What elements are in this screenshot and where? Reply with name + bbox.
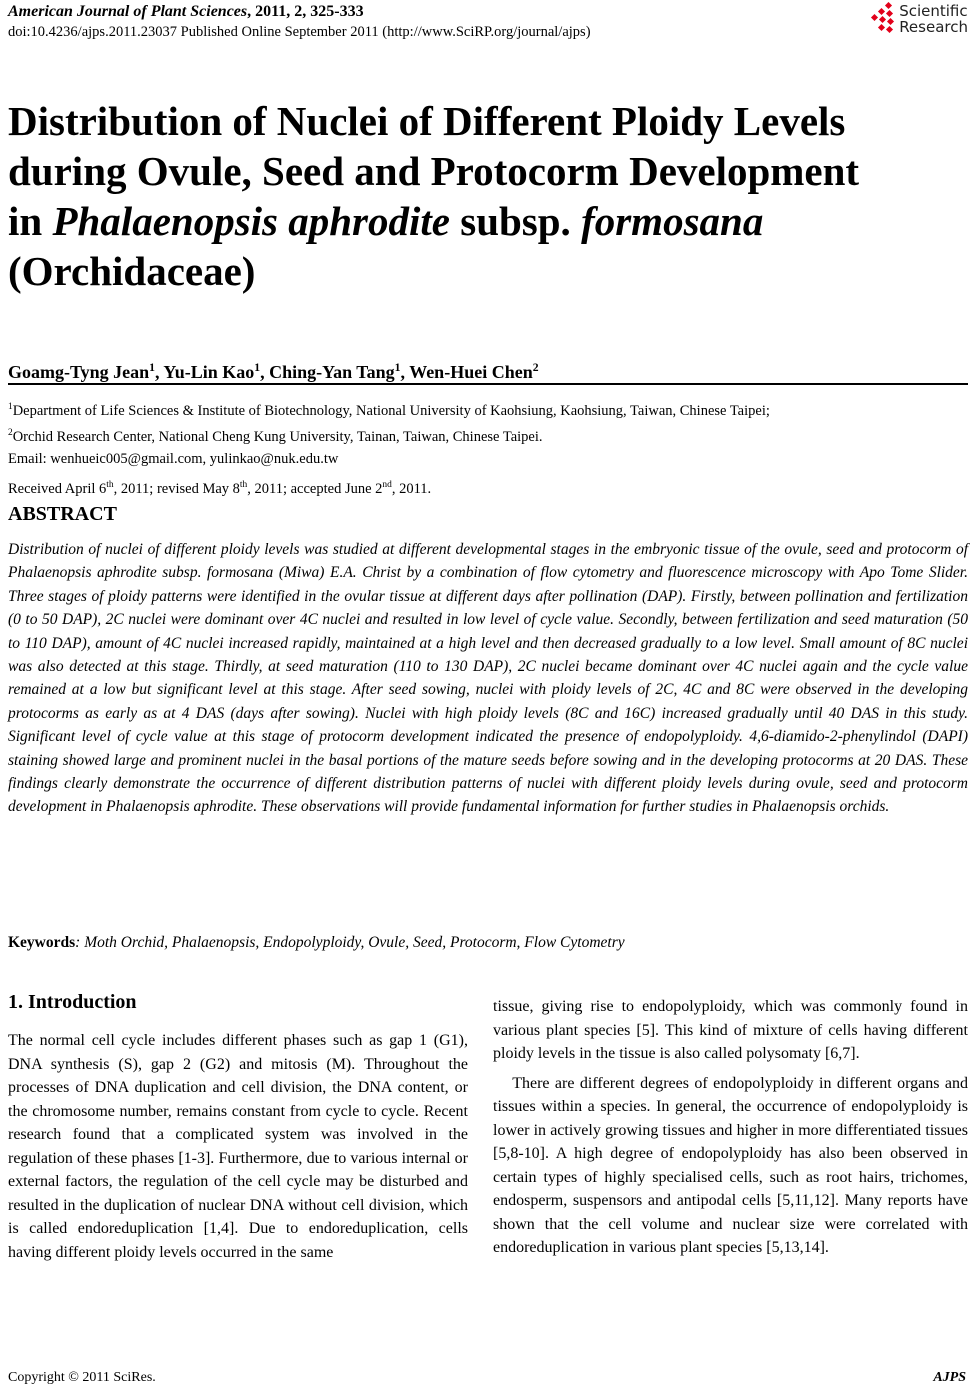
abstract-text: Distribution of nuclei of different ploidy levels was studied at different developmental stages in the embryonic tissue of the ovule, seed and protocorm of Phalaenopsis aphrodite subsp. formosana (Miwa) E.A. Christ by a combination of flow cytometry and fluorescence microscopy with Apo Tome Slider. Three stages of ploidy patterns were identified in the ovular tissue at different days after pollination (DAP). Firstly, between pollination and fertilization (0 to 50 DAP), 2C nuclei were dominant over 4C nuclei and resulted in low level of cycle value. Secondly, between fertilization and seed maturation (50 to 110 DAP), amount of 4C nuclei increased rapidly, maintained at a high level and then decreased gradually to a low level. Small amount of 8C nuclei was also detected at this stage. Thirdly, at seed maturation (110 to 130 DAP), 2C nuclei became dominant over 4C nuclei again and the cycle value remained at a low but significant level at this stage. After seed sowing, nuclei with ploidy levels of 2C, 4C and 8C were observed in the developing protocorms as early as at 4 DAS (days after sowing). Nuclei with high ploidy levels (8C and 16C) increased gradually until 40 DAS in this study. Significant level of cycle value at this stage of protocorm development indicated the presence of endopolyploidy. 4,6-diamido-2-phenylindol (DAPI) staining showed large and prominent nuclei in the basal portions of the mature seeds before sowing and in the developing protocorms at 20 DAS. These findings clearly demonstrate the occurrence of different distribution patterns of nuclei with different ploidy levels during ovule, seed and protocorm development in Phalaenopsis aphrodite. These observations will provide fundamental information for further studies in Phalaenopsis orchids.	[8, 541, 968, 816]
journal-title: American Journal of Plant Sciences, 2011, 2, 325-333	[8, 3, 364, 20]
logo-line2: Research	[899, 18, 968, 36]
paper-title: Distribution of Nuclei of Different Ploidy Levels during Ovule, Seed and Protocorm Development in Phalaenopsis aphrodite subsp. formosana (Orchidaceae)	[8, 98, 860, 294]
author-list: Goamg-Tyng Jean$^1$, Yu-Lin Kao$^1$, Ching-Yan Tang$^1$, Wen-Huei Chen$^2$	[8, 361, 539, 382]
publisher-logo	[866, 2, 968, 36]
title-divider	[8, 383, 968, 385]
left-column: The normal cell cycle includes different phases such as gap 1 (G1), DNA synthesis (S), gap 2 (G2) and mitosis (M). Throughout the processes of DNA duplication and cell division, the DNA content, or the chromosome number, remains constant from cycle to cycle. Recent research found that a complicated system was involved in the regulation of these phases [1-3]. Furthermore, due to various internal or external factors, the regulation of the cell cycle may be disturbed and resulted in the duplication of nuclear DNA without cell division, which is called endoreduplication [1,4]. Due to endoreduplication, cells having different ploidy levels occurred in the same	[8, 1032, 468, 1261]
received-dates: Received April 6th, 2011; revised May 8th, 2011; accepted June 2nd, 2011.	[8, 480, 432, 497]
copyright-footer: Copyright © 2011 SciRes.	[8, 1370, 156, 1385]
section-heading-introduction: 1. Introduction	[8, 991, 137, 1013]
logo-diamonds-icon	[866, 2, 896, 36]
doi-line: doi:10.4236/ajps.2011.23037 Published Online September 2011 (http://www.SciRP.org/journal/ajps)	[8, 24, 591, 40]
keywords: Keywords: Moth Orchid, Phalaenopsis, Endopolyploidy, Ovule, Seed, Protocorm, Flow Cytometry	[8, 934, 625, 951]
abstract-heading: ABSTRACT	[8, 503, 117, 525]
logo-line1: Scientific	[899, 2, 968, 20]
journal-abbreviation: AJPS	[933, 1370, 966, 1385]
email: Email: wenhueic005@gmail.com, yulinkao@nuk.edu.tw	[8, 450, 339, 467]
affiliations: $^1$Department of Life Sciences & Institute of Biotechnology, National University of Kaohsiung, Kaohsiung, Taiwan, Chinese Taipei; $^2$Orchid Research Center, National Cheng Kung University, Tainan, Taiwan, Chinese Taipei. Email: wenhueic005@gmail.com, yulinkao@nuk.edu.tw	[8, 396, 770, 470]
right-column: tissue, giving rise to endopolyploidy, which was commonly found in various plant species [5]. This kind of mixture of cells having different ploidy levels in the tissue is also called polysomaty [6,7]. There are different degrees of endopolyploidy in different organs and tissues within a species. In general, the occurrence of endopolyploidy is lower in actively growing tissues and higher in more differentiated tissues [5,8-10]. A high degree of endopolyploidy has also been observed in certain types of highly specialised cells, such as root hairs, trichomes, endosperm, suspensors and antipodal cells [5,11,12]. Many reports have shown that the cell volume and nuclear size were correlated with endoreduplication in various plant species [5,13,14].	[493, 998, 968, 1256]
